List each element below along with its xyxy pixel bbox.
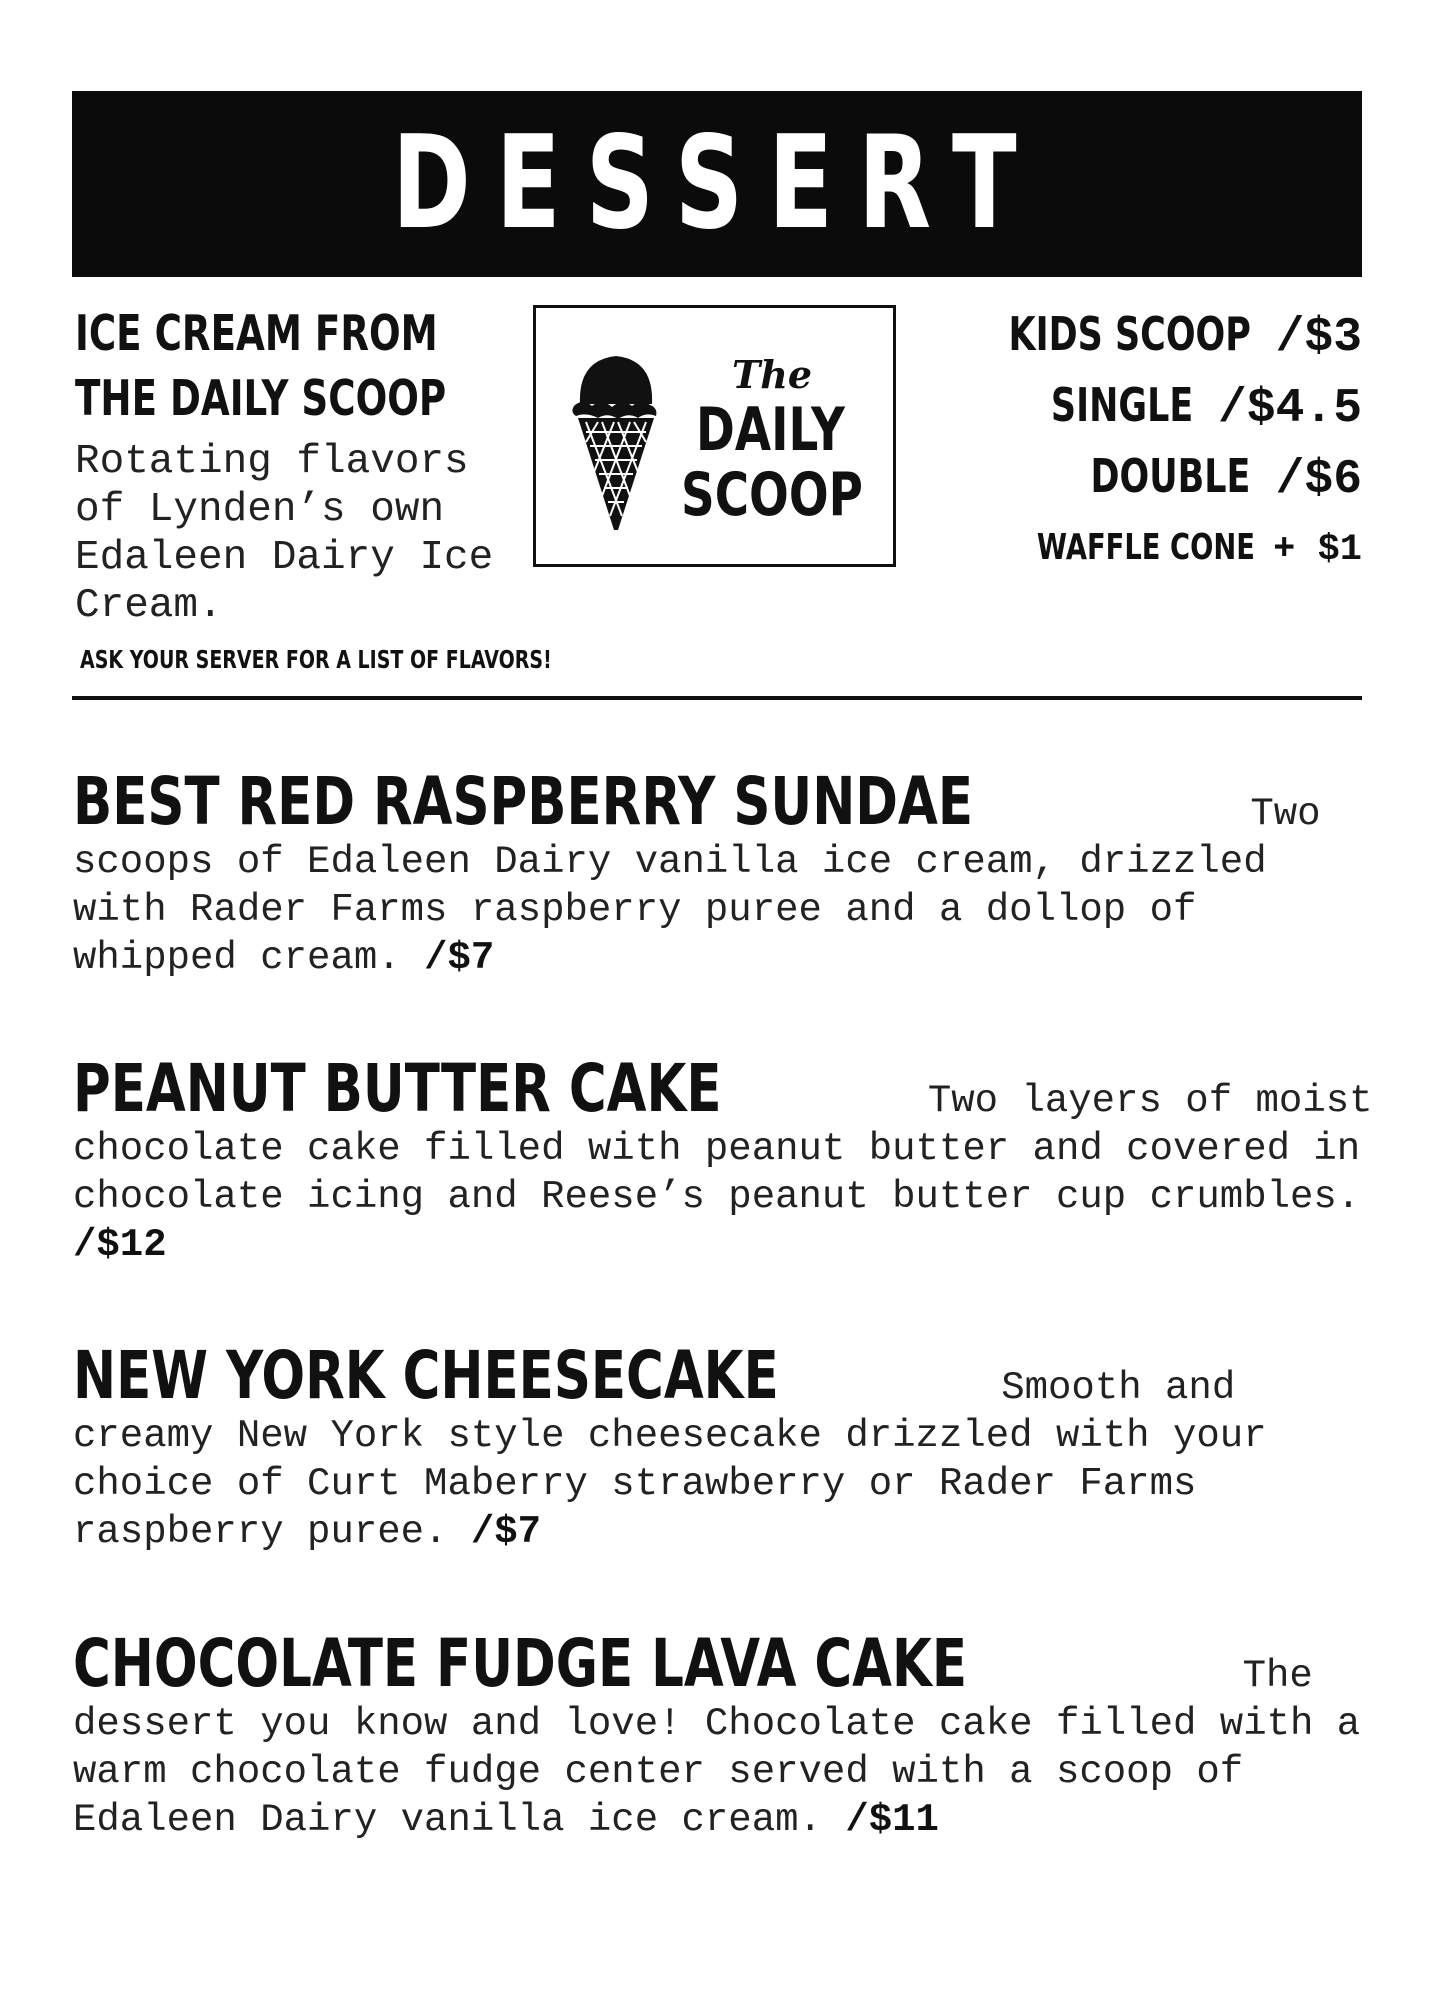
menu-item-description: The dessert you know and love! Chocolate cake filled with a warm chocolate fudge center served with a scoop of Edaleen Dairy vanilla ice cream. [73, 1654, 1361, 1842]
section-divider [72, 696, 1362, 700]
menu-item [73, 763, 1373, 982]
ice-cream-heading-line1: ICE CREAM FROM [75, 305, 438, 362]
logo-script-text: The [732, 352, 813, 397]
ask-server-note: ASK YOUR SERVER FOR A LIST OF FLAVORS! [80, 645, 552, 674]
menu-item [73, 1050, 1373, 1269]
daily-scoop-logo [533, 305, 896, 567]
menu-item-description: Two scoops of Edaleen Dairy vanilla ice cream, drizzled with Rader Farms raspberry puree and a dollop of whipped cream. [73, 792, 1321, 980]
menu-item [73, 1337, 1373, 1556]
menu-item [73, 1625, 1373, 1844]
price-kids-scoop: KIDS SCOOP /$3 [1008, 307, 1362, 365]
ice-cream-description: Rotating flavors of Lynden’s own Edaleen Dairy Ice Cream. [75, 439, 494, 629]
ice-cream-cone-icon [566, 346, 666, 536]
logo-word-scoop: SCOOP [681, 460, 863, 530]
price-single: SINGLE /$4.5 [1050, 378, 1362, 436]
menu-item-price: /$7 [424, 936, 495, 980]
ice-cream-heading-line2: THE DAILY SCOOP [75, 370, 447, 427]
menu-item-name: CHOCOLATE FUDGE LAVA CAKE [73, 1625, 968, 1702]
price-double: DOUBLE /$6 [1090, 449, 1362, 507]
menu-item-name: BEST RED RASPBERRY SUNDAE [73, 763, 974, 840]
header-banner [72, 91, 1362, 277]
menu-item-price: /$12 [73, 1223, 167, 1267]
logo-word-daily: DAILY [696, 395, 845, 465]
menu-item-description: Two layers of moist chocolate cake filled with peanut butter and covered in chocolate icing and Reese’s peanut butter cup crumbles. [73, 1079, 1373, 1219]
price-waffle-cone: WAFFLE CONE + $1 [1036, 527, 1362, 571]
menu-item-description: Smooth and creamy New York style cheesecake drizzled with your choice of Curt Maberry strawberry or Rader Farms raspberry puree. [73, 1366, 1267, 1554]
page-title: DESSERT [392, 109, 1042, 258]
menu-item-name: NEW YORK CHEESECAKE [73, 1337, 779, 1414]
menu-item-price: /$11 [845, 1798, 939, 1842]
menu-item-name: PEANUT BUTTER CAKE [73, 1050, 722, 1127]
menu-item-price: /$7 [470, 1510, 542, 1554]
